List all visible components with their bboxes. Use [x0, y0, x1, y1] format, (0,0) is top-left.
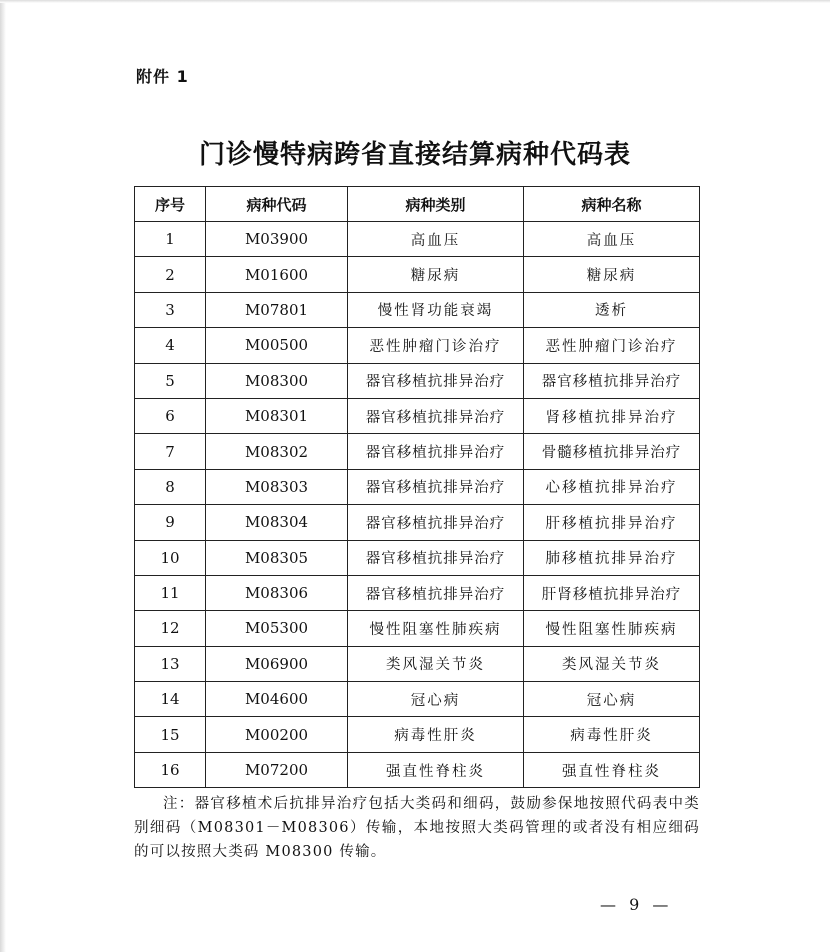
- table-row: [135, 717, 700, 752]
- cell-code: M00200: [206, 717, 348, 752]
- cell-category: 器官移植抗排异治疗: [348, 363, 524, 398]
- cell-name: 透析: [524, 292, 700, 327]
- cell-code: M04600: [206, 682, 348, 717]
- table-row: [135, 469, 700, 504]
- page-number: — 9 —: [600, 895, 673, 914]
- cell-serial: 3: [135, 292, 206, 327]
- table-row: [135, 222, 700, 257]
- table-header-row: [135, 187, 700, 222]
- cell-code: M01600: [206, 257, 348, 292]
- table-row: [135, 398, 700, 433]
- table-row: [135, 363, 700, 398]
- cell-category: 器官移植抗排异治疗: [348, 398, 524, 433]
- footnote: [134, 792, 700, 864]
- table-row: [135, 257, 700, 292]
- table-row: [135, 646, 700, 681]
- cell-name: 强直性脊柱炎: [524, 752, 700, 787]
- disease-code-table: [134, 186, 700, 788]
- table-row: [135, 611, 700, 646]
- cell-serial: 15: [135, 717, 206, 752]
- cell-name: 糖尿病: [524, 257, 700, 292]
- cell-category: 冠心病: [348, 682, 524, 717]
- cell-code: M08302: [206, 434, 348, 469]
- cell-name: 类风湿关节炎: [524, 646, 700, 681]
- column-header-category: 病种类别: [348, 187, 524, 222]
- cell-serial: 7: [135, 434, 206, 469]
- cell-code: M08301: [206, 398, 348, 433]
- cell-code: M08306: [206, 575, 348, 610]
- cell-name: 恶性肿瘤门诊治疗: [524, 328, 700, 363]
- cell-serial: 11: [135, 575, 206, 610]
- cell-category: 强直性脊柱炎: [348, 752, 524, 787]
- cell-serial: 16: [135, 752, 206, 787]
- cell-code: M03900: [206, 222, 348, 257]
- cell-serial: 14: [135, 682, 206, 717]
- cell-serial: 5: [135, 363, 206, 398]
- table-row: [135, 540, 700, 575]
- cell-category: 器官移植抗排异治疗: [348, 540, 524, 575]
- column-header-serial: 序号: [135, 187, 206, 222]
- cell-category: 慢性阻塞性肺疾病: [348, 611, 524, 646]
- cell-code: M07200: [206, 752, 348, 787]
- cell-name: 器官移植抗排异治疗: [524, 363, 700, 398]
- cell-name: 肝肾移植抗排异治疗: [524, 575, 700, 610]
- cell-name: 高血压: [524, 222, 700, 257]
- cell-name: 肾移植抗排异治疗: [524, 398, 700, 433]
- cell-serial: 10: [135, 540, 206, 575]
- cell-code: M07801: [206, 292, 348, 327]
- footnote-text: 注：器官移植术后抗排异治疗包括大类码和细码，鼓励参保地按照代码表中类别细码（M08301－M08306）传输，本地按照大类码管理的或者没有相应细码的可以按照大类码 M08300 传输。: [134, 796, 700, 860]
- cell-category: 病毒性肝炎: [348, 717, 524, 752]
- column-header-name: 病种名称: [524, 187, 700, 222]
- cell-code: M06900: [206, 646, 348, 681]
- page-edge-top: [0, 0, 830, 3]
- cell-name: 心移植抗排异治疗: [524, 469, 700, 504]
- cell-code: M08305: [206, 540, 348, 575]
- cell-serial: 6: [135, 398, 206, 433]
- cell-serial: 9: [135, 505, 206, 540]
- table-row: [135, 575, 700, 610]
- cell-name: 肝移植抗排异治疗: [524, 505, 700, 540]
- cell-category: 高血压: [348, 222, 524, 257]
- cell-name: 病毒性肝炎: [524, 717, 700, 752]
- cell-category: 糖尿病: [348, 257, 524, 292]
- cell-category: 恶性肿瘤门诊治疗: [348, 328, 524, 363]
- cell-name: 慢性阻塞性肺疾病: [524, 611, 700, 646]
- table-row: [135, 752, 700, 787]
- cell-category: 器官移植抗排异治疗: [348, 505, 524, 540]
- cell-serial: 1: [135, 222, 206, 257]
- cell-serial: 8: [135, 469, 206, 504]
- cell-code: M08303: [206, 469, 348, 504]
- cell-name: 骨髓移植抗排异治疗: [524, 434, 700, 469]
- attachment-label: 附件 1: [136, 67, 189, 86]
- cell-category: 类风湿关节炎: [348, 646, 524, 681]
- table-row: [135, 328, 700, 363]
- cell-name: 肺移植抗排异治疗: [524, 540, 700, 575]
- cell-code: M05300: [206, 611, 348, 646]
- table-row: [135, 292, 700, 327]
- cell-serial: 13: [135, 646, 206, 681]
- cell-category: 慢性肾功能衰竭: [348, 292, 524, 327]
- table-body: [135, 222, 700, 788]
- column-header-code: 病种代码: [206, 187, 348, 222]
- cell-category: 器官移植抗排异治疗: [348, 575, 524, 610]
- cell-serial: 2: [135, 257, 206, 292]
- table-row: [135, 505, 700, 540]
- table-row: [135, 682, 700, 717]
- table-row: [135, 434, 700, 469]
- cell-code: M08300: [206, 363, 348, 398]
- cell-code: M08304: [206, 505, 348, 540]
- cell-category: 器官移植抗排异治疗: [348, 434, 524, 469]
- cell-name: 冠心病: [524, 682, 700, 717]
- cell-code: M00500: [206, 328, 348, 363]
- cell-category: 器官移植抗排异治疗: [348, 469, 524, 504]
- cell-serial: 12: [135, 611, 206, 646]
- cell-serial: 4: [135, 328, 206, 363]
- page-title: 门诊慢特病跨省直接结算病种代码表: [198, 140, 631, 170]
